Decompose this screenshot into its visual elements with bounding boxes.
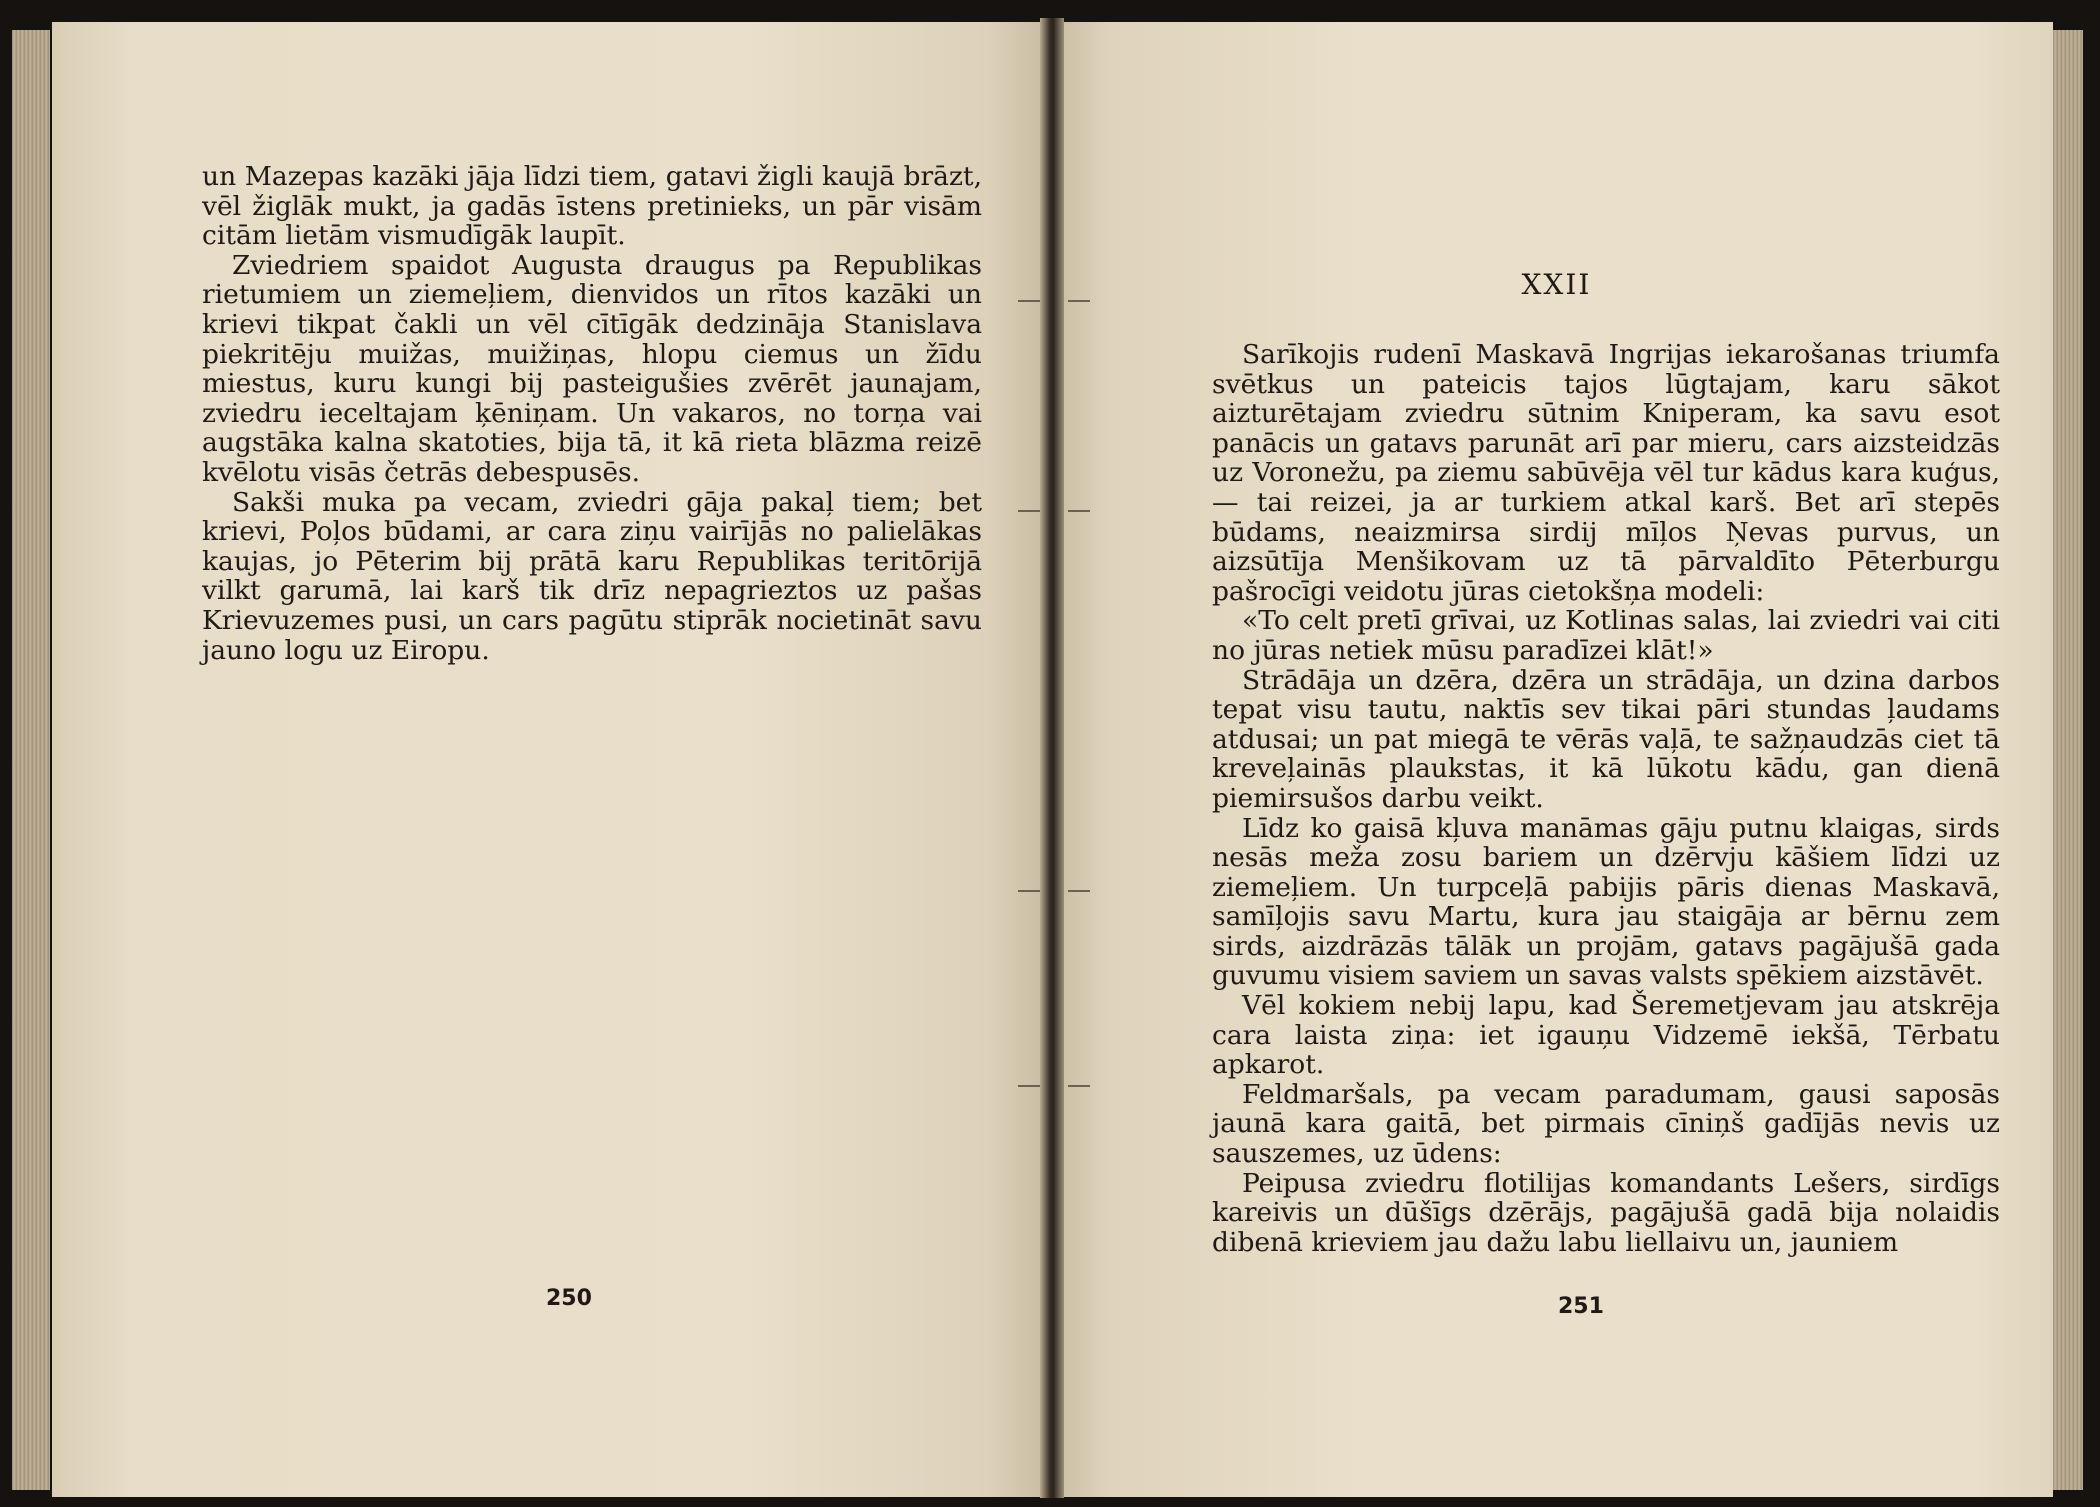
paragraph: Feldmaršals, pa vecam paradumam, gausi saposās jaunā kara gaitā, bet pirmais cīniņš gadījās nevis uz sauszemes, uz ūdens: [1212, 1078, 2000, 1170]
paragraph: Peipusa zviedru flotilijas komandants Lešers, sirdīgs kareivis un dūšīgs dzērājs, pagājušā gadā bija nolaidis dibenā krieviem jau dažu labu liellaivu un, jauniem [1212, 1167, 2000, 1258]
right-page-text [1212, 340, 2000, 1257]
paragraph: Strādāja un dzēra, dzēra un strādāja, un dzina darbos tepat visu tautu, naktīs sev tikai pāri stundas ļaudams atdusai; un pat miegā te vērās vaļā, te sažņaudzās ciet tā kreveļainās plaukstas, it kā lūkotu kādu, gan dienā piemirsušos darbu veikt. [1212, 664, 2000, 814]
paragraph: Sarīkojis rudenī Maskavā Ingrijas iekarošanas triumfa svētkus un pateicis tajos lūgtajam, karu sākot aizturētajam zviedru sūtnim Kniperam, ka savu esot panācis un gatavs parunāt arī par mieru, cars aizsteidzās uz Voronežu, pa ziemu sabūvēja vēl tur kādus kara kuģus, — tai reizei, ja ar turkiem atkal karš. Bet arī stepēs būdams, neaizmirsa sirdij mīļos Ņevas purvus, un aizsūtīja Menšikovam uz tā pārvaldīto Pēterburgu pašrocīgi veidotu jūras cietokšņa modeli: [1212, 339, 2000, 607]
binding-stitch [1018, 890, 1040, 892]
left-page-edges [12, 30, 50, 1490]
binding-stitch [1068, 1085, 1090, 1087]
right-page [1060, 22, 2053, 1497]
page-number-right: 251 [1558, 1294, 1604, 1319]
left-page [52, 22, 1045, 1497]
paragraph: Līdz ko gaisā kļuva manāmas gāju putnu klaigas, sirds nesās meža zosu bariem un dzērvju kāšiem līdzi uz ziemeļiem. Un turpceļā pabijis pāris dienas Maskavā, samīļojis savu Martu, kura jau staigāja ar bērnu zem sirds, aizdrāzās tālāk un projām, gatavs pagājušā gada guvumu visiem saviem un savas valsts spēkiem aizstāvēt. [1212, 812, 2000, 992]
binding-stitch [1018, 300, 1040, 302]
binding-stitch [1068, 300, 1090, 302]
paragraph: Zviedriem spaidot Augusta draugus pa Republikas rietumiem un ziemeļiem, dienvidos un rītos kazāki un krievi tikpat čakli un vēl cītīgāk dedzināja Stanislava piekritēju muižas, muižiņas, hlopu ciemus un žīdu miestus, kuru kungi bij pasteigušies zvērēt jaunajam, zviedru ieceltajam ķēniņam. Un vakaros, no torņa vai augstāka kalna skatoties, bija tā, it kā rieta blāzma reizē kvēlotu visās četrās debespusēs. [202, 249, 982, 488]
right-page-edges [2053, 30, 2083, 1490]
paragraph: «To celt pretī grīvai, uz Kotlinas salas, lai zviedri vai citi no jūras netiek mūsu paradīzei klāt!» [1212, 605, 2000, 666]
paragraph: Vēl kokiem nebij lapu, kad Šeremetjevam jau atskrēja cara laista ziņa: iet igauņu Vidzemē iekšā, Tērbatu apkarot. [1212, 990, 2000, 1081]
binding-stitch [1018, 1085, 1040, 1087]
left-page-text [202, 162, 982, 665]
page-number-left: 250 [546, 1286, 592, 1311]
paragraph: Sakši muka pa vecam, zviedri gāja pakaļ tiem; bet krievi, Poļos būdami, ar cara ziņu vairījās no palielākas kaujas, jo Pēterim bij prātā karu Republikas teritōrijā vilkt garumā, lai karš tik drīz nepagrieztos uz pašas Krievuzemes pusi, un cars pagūtu stiprāk nocietināt savu jauno logu uz Eiropu. [202, 486, 982, 666]
book-spine-gutter [1040, 18, 1064, 1498]
chapter-title: XXII [1521, 268, 1592, 301]
binding-stitch [1018, 510, 1040, 512]
binding-stitch [1068, 510, 1090, 512]
binding-stitch [1068, 890, 1090, 892]
paragraph: un Mazepas kazāki jāja līdzi tiem, gatavi žigli kaujā brāzt, vēl žiglāk mukt, ja gadās īstens pretinieks, un pār visām citām lietām vismudīgāk laupīt. [202, 161, 982, 252]
